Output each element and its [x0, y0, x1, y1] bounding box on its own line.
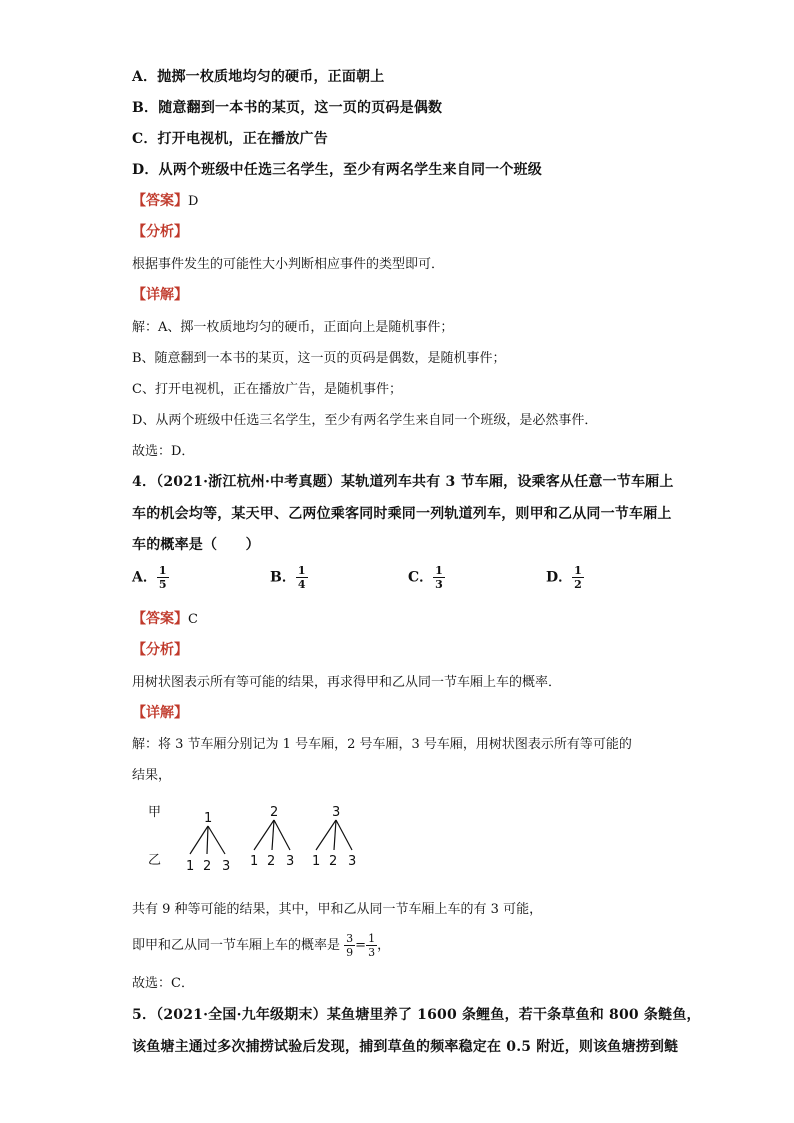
q3-answer-value: D	[188, 194, 199, 209]
q5-stem-line: 5．（2021·全国·九年级期末）某鱼塘里养了 1600 条鲤鱼，若干条草鱼和 800 条鲢鱼，	[132, 1007, 701, 1023]
fraction-1-3: $\frac{1}{3}$	[368, 932, 376, 959]
q3-choose: 故选：D．	[132, 444, 195, 459]
analysis-tag: 【分析】	[132, 642, 188, 658]
q4-option-c: C． $\frac{1}{3}$	[408, 564, 443, 591]
q3-detail-line: B、随意翻到一本书的某页，这一页的页码是偶数，是随机事件；	[132, 351, 506, 366]
q3-answer-row	[132, 190, 198, 210]
q3-detail-line: C、打开电视机，正在播放广告，是随机事件；	[132, 382, 402, 397]
tree-leaf: 2	[329, 854, 338, 869]
tree-leaf: 3	[286, 854, 295, 869]
q4-answer-value: C	[188, 612, 198, 627]
q4-answer-row	[132, 608, 198, 628]
q4-option-a: A． $\frac{1}{5}$	[132, 564, 167, 591]
q4-result-line: 共有 9 种等可能的结果，其中，甲和乙从同一节车厢上车的有 3 可能，	[132, 902, 543, 917]
q3-option-a: A．抛掷一枚质地均匀的硬币，正面朝上	[132, 69, 385, 85]
tree-branch	[334, 820, 336, 850]
tree-top-node: 2	[270, 805, 279, 820]
tree-branch	[274, 820, 290, 850]
q4-analysis-text: 用树状图表示所有等可能的结果，再求得甲和乙从同一节车厢上车的概率．	[132, 675, 562, 690]
tree-diagram	[140, 798, 400, 888]
answer-tag: 【答案】	[132, 193, 188, 209]
fraction-3-9: $\frac{3}{9}$	[346, 932, 354, 959]
detail-tag: 【详解】	[132, 705, 188, 721]
analysis-tag: 【分析】	[132, 224, 188, 240]
q4-stem-line: 车的概率是（ ）	[132, 537, 260, 553]
q3-option-c: C．打开电视机，正在播放广告	[132, 131, 328, 147]
tree-leaf: 3	[348, 854, 357, 869]
tree-leaf: 2	[203, 859, 212, 874]
q3-analysis-text: 根据事件发生的可能性大小判断相应事件的类型即可．	[132, 257, 445, 272]
tree-leaf: 1	[250, 854, 259, 869]
tree-branch	[207, 826, 208, 854]
tree-branch	[316, 820, 336, 850]
q3-option-b: B．随意翻到一本书的某页，这一页的页码是偶数	[132, 100, 443, 116]
q4-probability-line: 即甲和乙从同一节车厢上车的概率是 $\frac{3}{9}$ = $\frac{1}{3}$ ，	[132, 932, 391, 959]
q4-detail-line: 解：将 3 节车厢分别记为 1 号车厢，2 号车厢，3 号车厢，用树状图表示所有等可能的	[132, 737, 632, 752]
q4-stem-line: 车的机会均等，某天甲、乙两位乘客同时乘同一列轨道列车，则甲和乙从同一节车厢上	[132, 506, 672, 522]
q3-option-d: D．从两个班级中任选三名学生，至少有两名学生来自同一个班级	[132, 162, 542, 178]
tree-branch	[190, 826, 208, 854]
q4-detail-line: 结果，	[132, 768, 172, 783]
detail-tag: 【详解】	[132, 287, 188, 303]
answer-tag: 【答案】	[132, 611, 188, 627]
tree-leaf: 1	[312, 854, 321, 869]
q4-stem-line: 4．（2021·浙江杭州·中考真题）某轨道列车共有 3 节车厢，设乘客从任意一节车厢上	[132, 474, 674, 490]
q5-stem-line: 该鱼塘主通过多次捕捞试验后发现，捕到草鱼的频率稳定在 0.5 附近，则该鱼塘捞到鲢	[132, 1039, 679, 1055]
q3-detail-line: D、从两个班级中任选三名学生，至少有两名学生来自同一个班级，是必然事件．	[132, 413, 598, 428]
q4-option-b: B． $\frac{1}{4}$	[270, 564, 306, 591]
tree-branch	[208, 826, 225, 854]
tree-label-jia: 甲	[148, 805, 162, 820]
tree-leaf: 1	[186, 859, 195, 874]
tree-top-node: 3	[332, 805, 341, 820]
tree-branch	[336, 820, 352, 850]
tree-top-node: 1	[204, 811, 213, 826]
tree-branch	[254, 820, 274, 850]
tree-label-yi: 乙	[148, 853, 162, 868]
tree-leaf: 2	[267, 854, 276, 869]
q4-option-d: D． $\frac{1}{2}$	[546, 564, 582, 591]
tree-leaf: 3	[222, 859, 231, 874]
q3-detail-line: 解：A、掷一枚质地均匀的硬币，正面向上是随机事件；	[132, 320, 454, 335]
tree-branch	[272, 820, 274, 850]
q4-choose: 故选：C．	[132, 976, 194, 991]
